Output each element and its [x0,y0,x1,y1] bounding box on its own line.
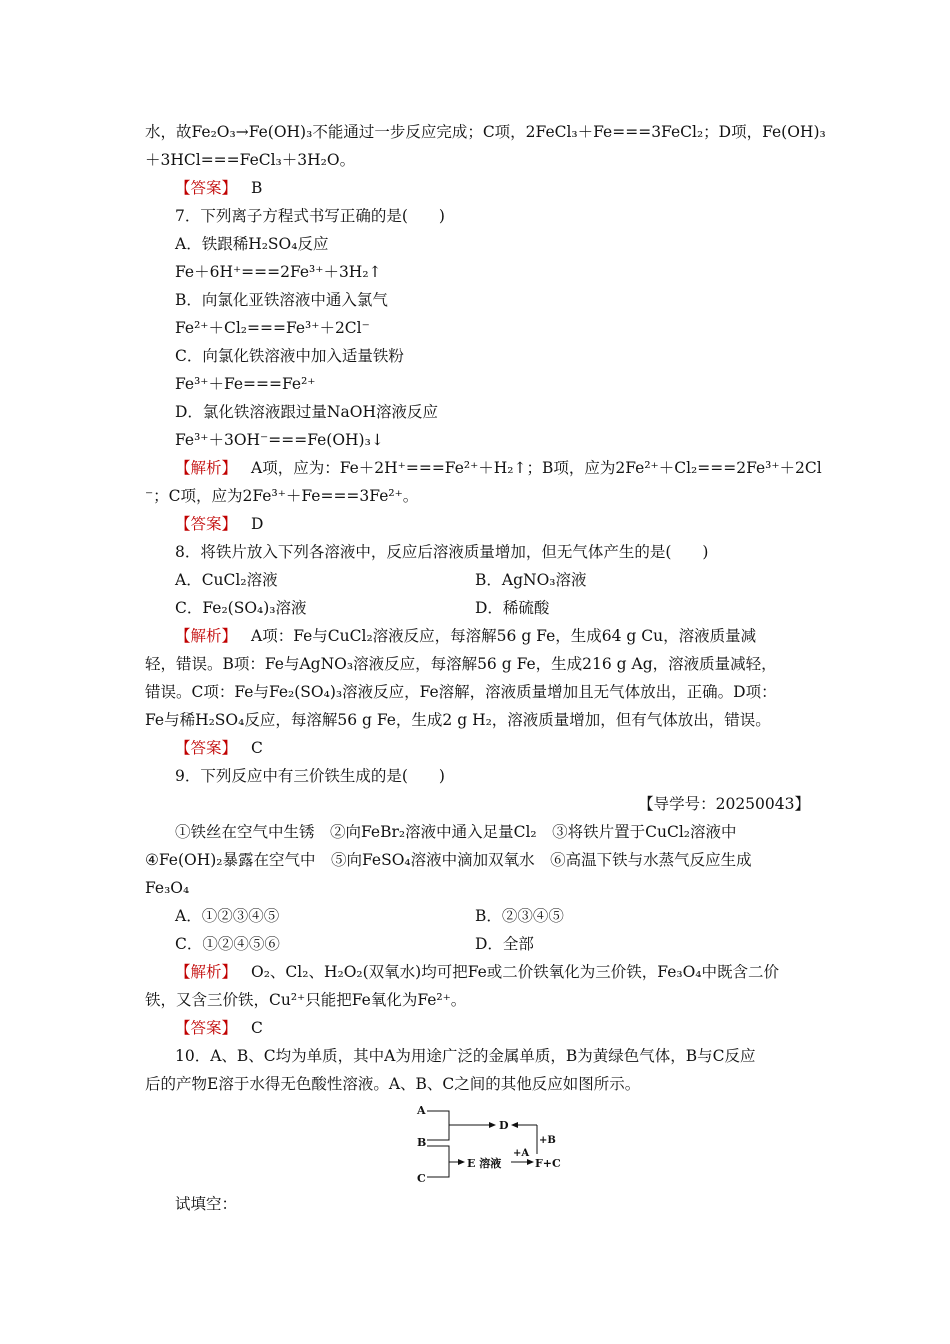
explanation-line [145,454,822,482]
label-b: B [417,1136,427,1149]
label-plus-b: +B [539,1135,556,1146]
answer-value: B [251,179,263,197]
explanation-tag: 【解析】 [175,459,238,477]
question-8: 8．将铁片放入下列各溶液中，反应后溶液质量增加，但无气体产生的是( ) [175,543,709,561]
label-d: D [499,1119,509,1132]
equation: Fe³⁺＋Fe===Fe²⁺ [175,375,316,393]
answer-tag: 【答案】 [175,1019,238,1037]
option-b: B．AgNO₃溶液 [475,571,587,589]
explanation-line [145,622,810,650]
option-b: B．向氯化亚铁溶液中通入氯气 [175,291,388,309]
text-line: ④Fe(OH)₂暴露在空气中 ⑤向FeSO₄溶液中滴加双氧水 ⑥高温下铁与水蒸气反应生成 [145,851,752,869]
equation: Fe²⁺＋Cl₂===Fe³⁺＋2Cl⁻ [175,319,370,337]
reference-number: 【导学号：20250043】 [638,795,810,813]
question-10: 10．A、B、C均为单质，其中A为用途广泛的金属单质，B为黄绿色气体，B与C反应 [175,1047,756,1065]
answer-tag: 【答案】 [175,179,238,197]
answer-value: C [251,739,263,757]
answer-value: C [251,1019,263,1037]
question-9: 9．下列反应中有三价铁生成的是( ) [175,767,445,785]
explanation-tag: 【解析】 [175,963,238,981]
explanation-text: O₂、Cl₂、H₂O₂(双氧水)均可把Fe或二价铁氧化为三价铁，Fe₃O₄中既含二价 [251,963,780,981]
explanation-tag: 【解析】 [175,627,238,645]
question-7: 7．下列离子方程式书写正确的是( ) [175,207,445,225]
answer-tag: 【答案】 [175,515,238,533]
text-line: 错误。C项：Fe与Fe₂(SO₄)₃溶液反应，Fe溶解，溶液质量增加且无气体放出，正确。D项： [145,683,777,701]
answer-tag: 【答案】 [175,739,238,757]
option-c: C．Fe₂(SO₄)₃溶液 [175,599,307,617]
explanation-text: A项，应为：Fe＋2H⁺===Fe²⁺＋H₂↑；B项，应为2Fe²⁺＋Cl₂===2Fe³⁺＋2Cl [251,459,822,477]
document-page [145,118,826,1218]
option-c: C．①②④⑤⑥ [175,935,280,953]
option-c: C．向氯化铁溶液中加入适量铁粉 [175,347,404,365]
bracket-ab [427,1111,449,1140]
option-a: A．①②③④⑤ [175,907,280,925]
option-d: D．氯化铁溶液跟过量NaOH溶液反应 [175,403,438,421]
option-a: A．CuCl₂溶液 [175,571,278,589]
options-row [145,902,810,930]
label-c: C [417,1172,426,1185]
text-line: 后的产物E溶于水得无色酸性溶液。A、B、C之间的其他反应如图所示。 [145,1075,641,1093]
options-row [145,930,810,958]
answer-line [145,734,810,762]
label-plus-a: +A [513,1148,530,1159]
options-row [145,566,810,594]
text-line: ①铁丝在空气中生锈 ②向FeBr₂溶液中通入足量Cl₂ ③将铁片置于CuCl₂溶液中 [175,823,737,841]
reaction-diagram-svg [415,1104,575,1188]
fill-prompt: 试填空： [175,1195,238,1213]
text-line: Fe₃O₄ [145,879,190,897]
answer-line [145,510,810,538]
reaction-diagram [145,1104,810,1190]
answer-line [145,174,810,202]
explanation-line [145,958,810,986]
label-fc: F+C [535,1157,561,1170]
answer-line [145,1014,810,1042]
option-a: A．铁跟稀H₂SO₄反应 [175,235,329,253]
answer-value: D [251,515,264,533]
option-d: D．稀硫酸 [475,599,550,617]
text-line: ＋3HCl===FeCl₃＋3H₂O。 [145,151,356,169]
option-d: D．全部 [475,935,534,953]
bracket-bc [427,1146,449,1177]
label-e: E 溶液 [467,1157,502,1170]
options-row [145,594,810,622]
text-line: Fe与稀H₂SO₄反应，每溶解56 g Fe，生成2 g H₂，溶液质量增加，但有气体放出，错误。 [145,711,771,729]
explanation-text: A项：Fe与CuCl₂溶液反应，每溶解56 g Fe，生成64 g Cu，溶液质量减 [251,627,757,645]
text-line: ⁻；C项，应为2Fe³⁺＋Fe===3Fe²⁺。 [145,487,419,505]
label-a: A [417,1104,426,1117]
text-line: 水，故Fe₂O₃→Fe(OH)₃不能通过一步反应完成；C项，2FeCl₃＋Fe===3FeCl₂；D项，Fe(OH)₃ [145,123,826,141]
option-b: B．②③④⑤ [475,907,564,925]
text-line: 轻，错误。B项：Fe与AgNO₃溶液反应，每溶解56 g Fe，生成216 g Ag，溶液质量减轻， [145,655,777,673]
equation: Fe³⁺＋3OH⁻===Fe(OH)₃↓ [175,431,384,449]
text-line: 铁，又含三价铁，Cu²⁺只能把Fe氧化为Fe²⁺。 [145,991,467,1009]
equation: Fe＋6H⁺===2Fe³⁺＋3H₂↑ [175,263,382,281]
